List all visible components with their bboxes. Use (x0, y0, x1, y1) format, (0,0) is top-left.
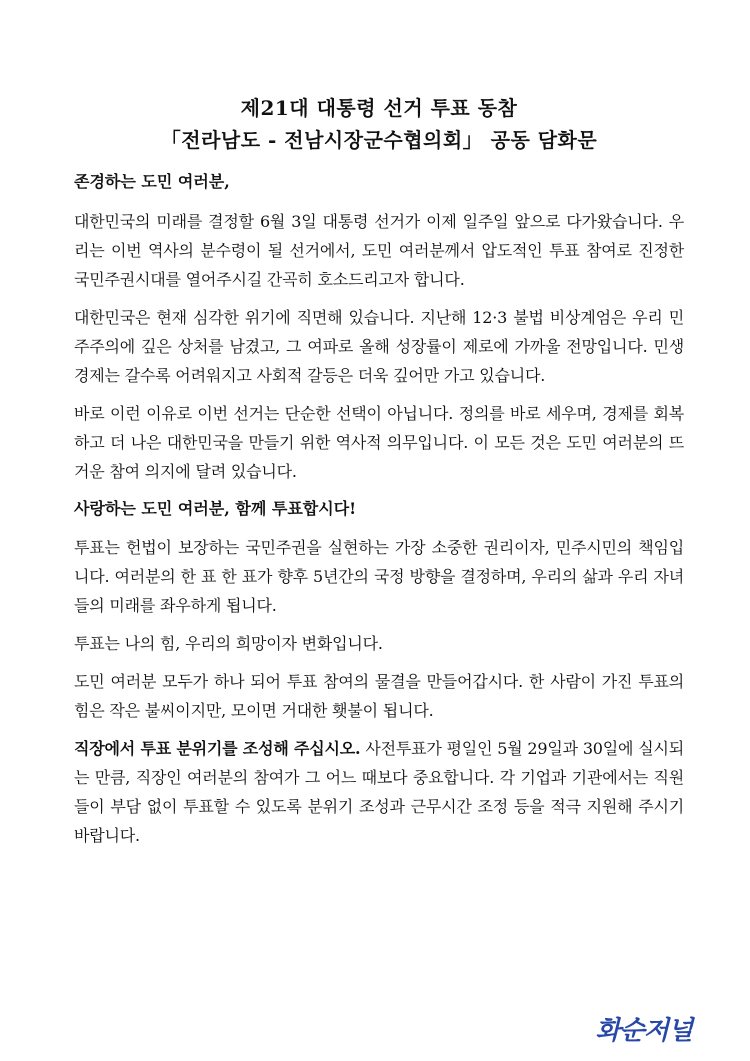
paragraph-4: 투표는 헌법이 보장하는 국민주권을 실현하는 가장 소중한 권리이자, 민주시민의 책임입니다. 여러분의 한 표 한 표가 향후 5년간의 국정 방향을 결정하며, 우리의 삶과 우리 자녀들의 미래를 좌우하게 됩니다. (74, 538, 684, 615)
paragraph-6: 도민 여러분 모두가 하나 되어 투표 참여의 물결을 만들어갑시다. 한 사람이 가진 투표의 힘은 작은 불씨이지만, 모이면 거대한 횃불이 됩니다. (74, 672, 684, 720)
publisher-watermark-logo: 화순저널 (595, 1016, 692, 1046)
paragraph-3: 바로 이런 이유로 이번 선거는 단순한 선택이 아닙니다. 정의를 바로 세우며, 경제를 회복하고 더 나은 대한민국을 만들기 위한 역사적 의무입니다. 이 모든 것은 도민 여러분의 뜨거운 참여 의지에 달려 있습니다. (74, 404, 684, 481)
paragraph-2: 대한민국은 현재 심각한 위기에 직면해 있습니다. 지난해 12·3 불법 비상계엄은 우리 민주주의에 깊은 상처를 남겼고, 그 여파로 올해 성장률이 제로에 가까울 전망입니다. 민생경제는 갈수록 어려워지고 사회적 갈등은 더욱 깊어만 가고 있습니다. (74, 308, 684, 385)
section-subheading: 사랑하는 도민 여러분, 함께 투표합시다! (74, 499, 357, 518)
paragraph-7 (74, 734, 684, 850)
paragraph-7-lead: 직장에서 투표 분위기를 조성해 주십시오. (74, 739, 361, 758)
statement-document (74, 92, 684, 859)
paragraph-7-rest: 사전투표가 평일인 5월 29일과 30일에 실시되는 만큼, 직장인 여러분의 참여가 그 어느 때보다 중요합니다. 각 기업과 기관에서는 직원들이 부담 없이 투표할 수 있도록 분위기 조성과 근무시간 조정 등을 적극 지원해 주시기 바랍니다. (74, 739, 684, 845)
document-title (74, 92, 684, 156)
greeting: 존경하는 도민 여러분, (74, 172, 230, 191)
paragraph-5: 투표는 나의 힘, 우리의 희망이자 변화입니다. (74, 634, 383, 653)
title-line-2: 「전라남도 - 전남시장군수협의회」 공동 담화문 (160, 128, 598, 152)
paragraph-1: 대한민국의 미래를 결정할 6월 3일 대통령 선거가 이제 일주일 앞으로 다가왔습니다. 우리는 이번 역사의 분수령이 될 선거에서, 도민 여러분께서 압도적인 투표 참여로 진정한 국민주권시대를 열어주시길 간곡히 호소드리고자 합니다. (74, 212, 684, 289)
title-line-1: 제21대 대통령 선거 투표 동참 (240, 96, 518, 120)
